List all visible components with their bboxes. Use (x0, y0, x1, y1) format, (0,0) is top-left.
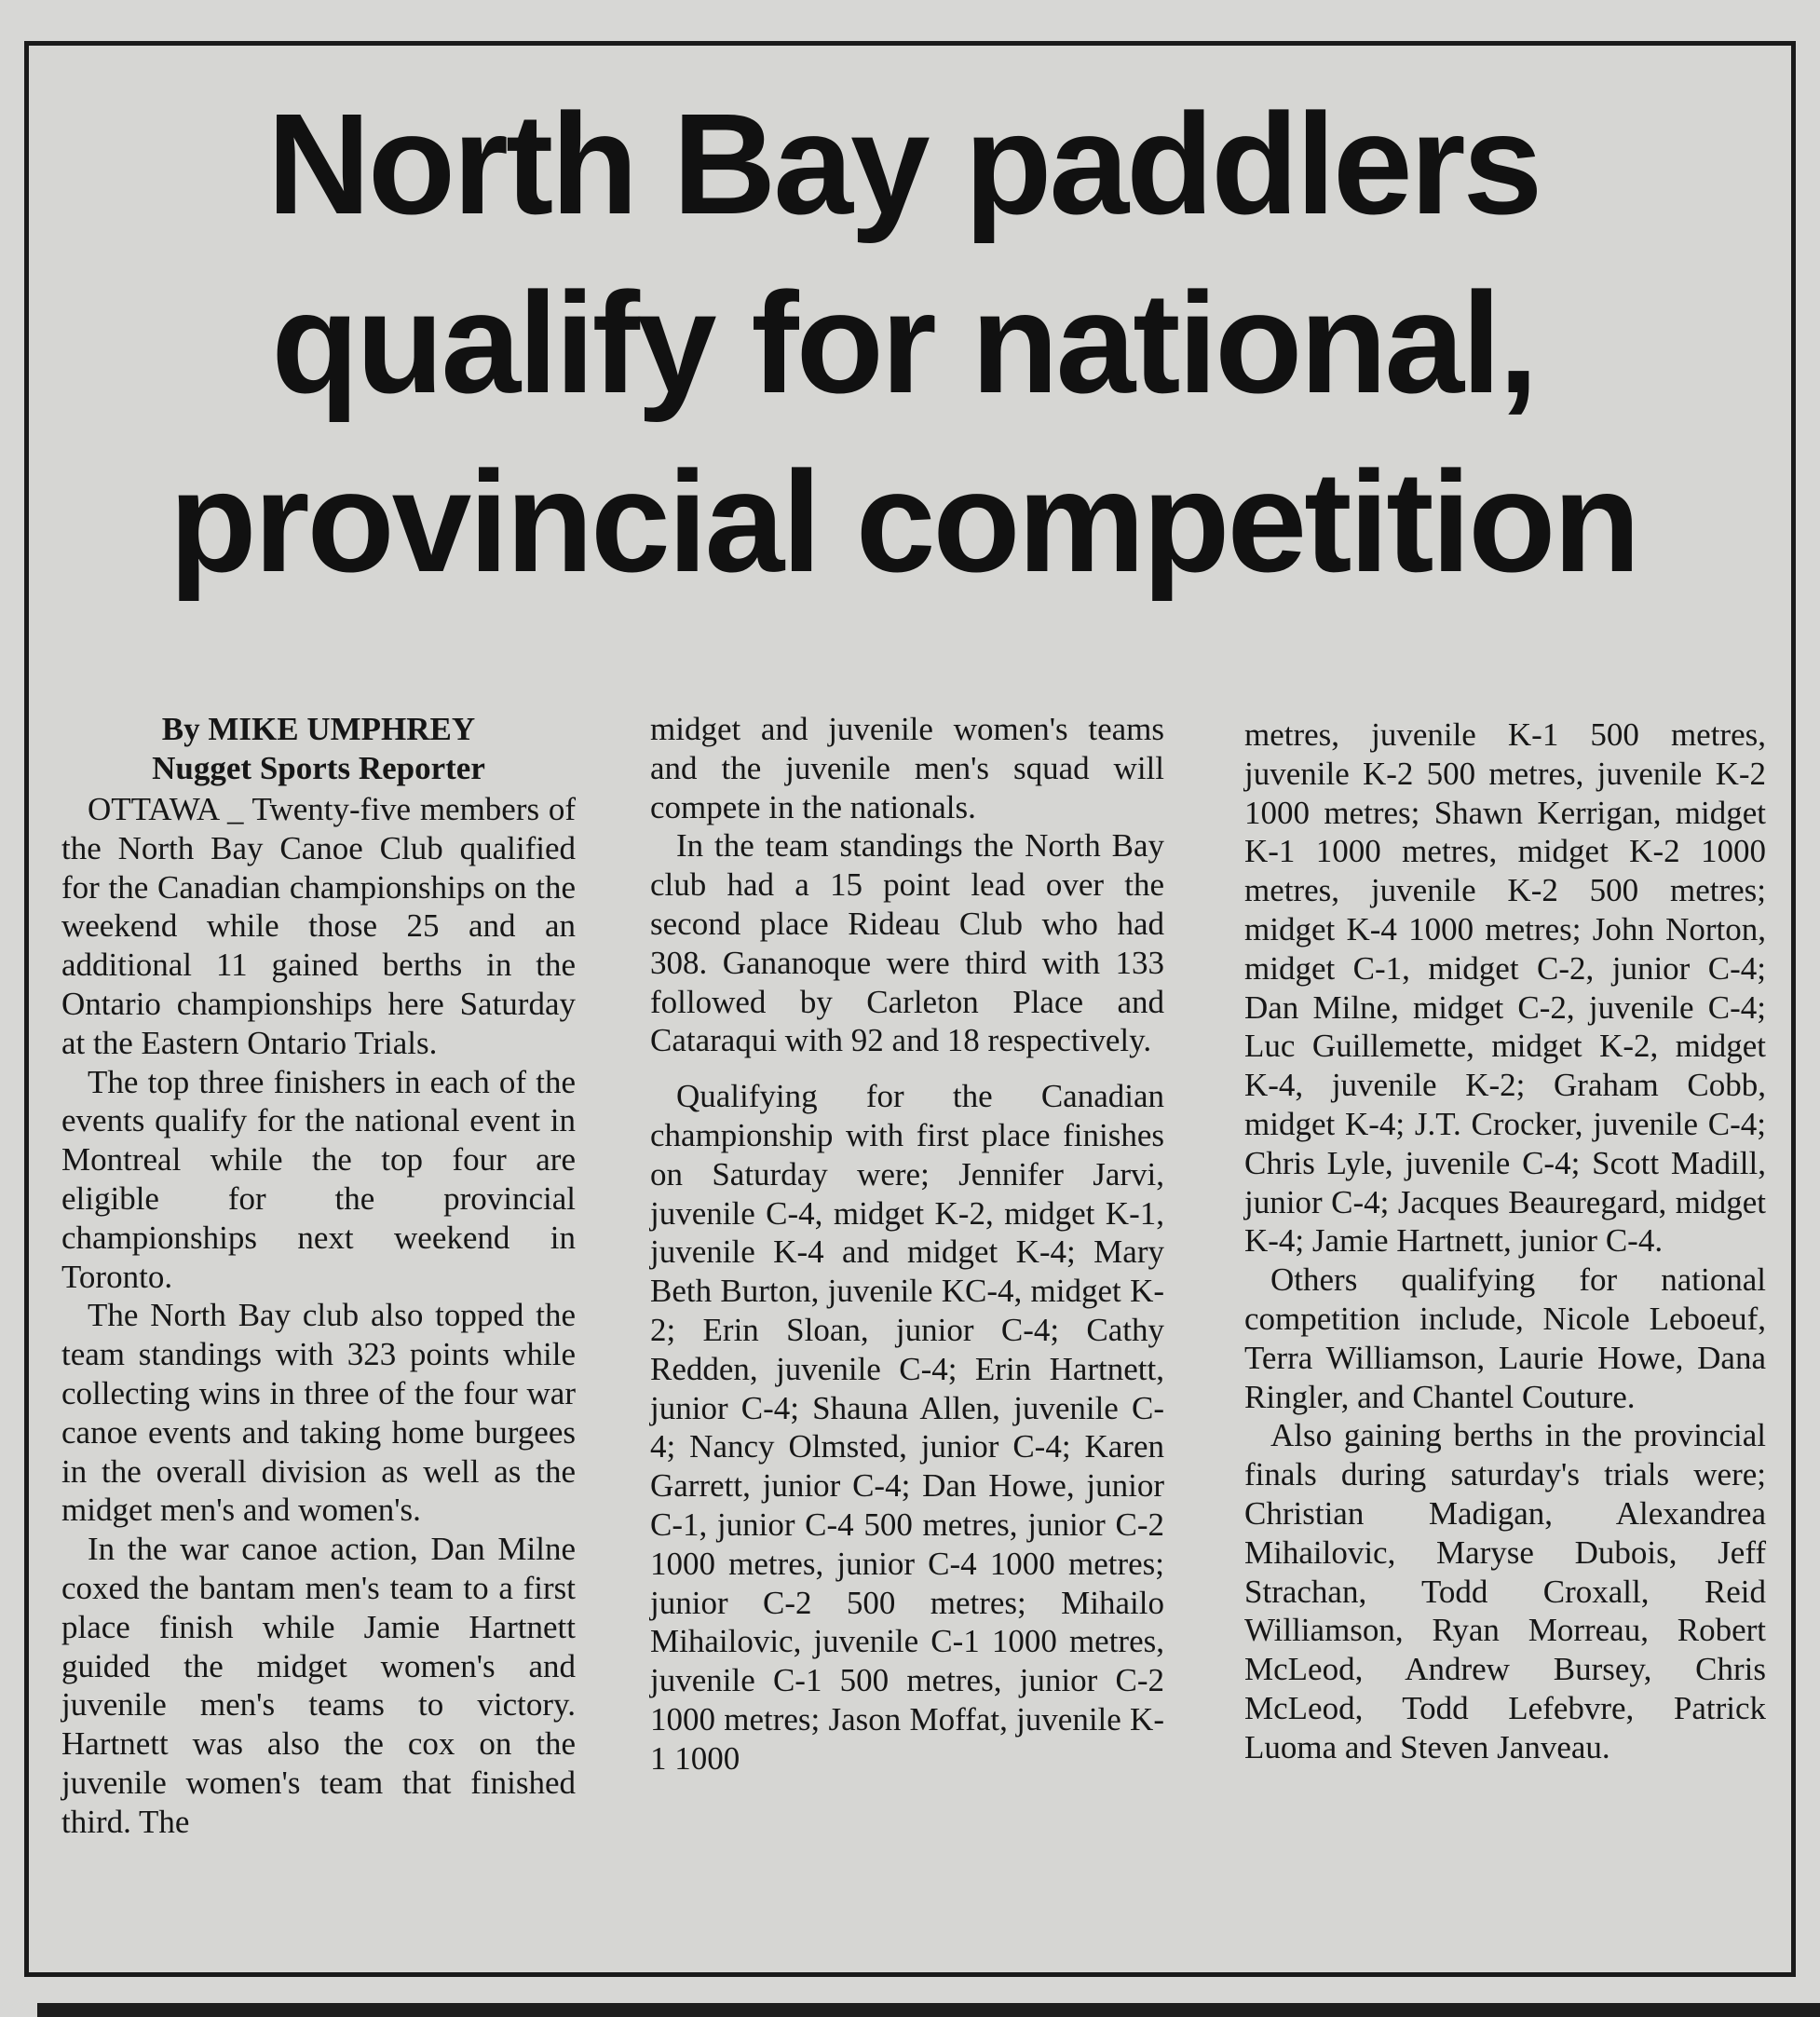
paragraph-continuation: metres, juvenile K-1 500 metres, juvenile K-2 500 metres, juvenile K-2 1000 metres; Shawn Kerrigan, midget K-1 1000 metres, midget K-2 1000 metres, juvenile K-2 500 metres; midget K-4 1000 metres; John Norton, midget C-1, midget C-2, junior C-4; Dan Milne, midget C-2, juvenile C-4; Luc Guillemette, midget K-2, midget K-4, juvenile K-2; Graham Cobb, midget K-4; J.T. Crocker, juvenile C-4; Chris Lyle, juvenile C-4; Scott Madill, junior C-4; Jacques Beauregard, midget K-4; Jamie Hartnett, junior C-4. (1244, 716, 1766, 1260)
byline-author: By MIKE UMPHREY (161, 711, 476, 747)
article-column-1 (61, 710, 576, 1842)
paragraph: In the war canoe action, Dan Milne coxed the bantam men's team to a first place finish while Jamie Hartnett guided the midget women's and juvenile men's teams to victory. Hartnett was also the cox on the juvenile women's team that finished third. The (61, 1531, 576, 1840)
article-column-3 (1244, 715, 1766, 1767)
headline-line-2: qualify for national, (271, 263, 1536, 423)
paragraph-gap (650, 1060, 1164, 1077)
article-column-2 (650, 710, 1164, 1779)
byline-role: Nugget Sports Reporter (152, 750, 485, 786)
headline (37, 75, 1770, 611)
paragraph: Qualifying for the Canadian championship with first place finishes on Saturday were; Jennifer Jarvi, juvenile C-4, midget K-2, midget K-1, juvenile K-4 and midget K-4; Mary Beth Burton, juvenile KC-4, midget K-2; Erin Sloan, junior C-4; Cathy Redden, juvenile C-4; Erin Hartnett, junior C-4; Shauna Allen, juvenile C-4; Nancy Olmsted, junior C-4; Karen Garrett, junior C-4; Dan Howe, junior C-1, junior C-4 500 metres, junior C-2 1000 metres, junior C-4 1000 metres; junior C-2 500 metres; Mihailo Mihailovic, juvenile C-1 1000 metres, juvenile C-1 500 metres, junior C-2 1000 metres; Jason Moffat, juvenile K-1 1000 (650, 1078, 1164, 1777)
paragraph: In the team standings the North Bay club had a 15 point lead over the second place Rideau Club who had 308. Gananoque were third with 133 followed by Carleton Place and Cataraqui with 92 and 18 respectively. (650, 827, 1164, 1059)
bottom-rule (37, 2003, 1820, 2017)
paragraph: Others qualifying for national competition include, Nicole Leboeuf, Terra Williamson, Laurie Howe, Dana Ringler, and Chantel Couture. (1244, 1261, 1766, 1415)
paragraph: Also gaining berths in the provincial finals during saturday's trials were; Christian Madigan, Alexandrea Mihailovic, Maryse Dubois, Jeff Strachan, Todd Croxall, Reid Williamson, Ryan Morreau, Robert McLeod, Andrew Bursey, Chris McLeod, Todd Lefebvre, Patrick Luoma and Steven Janveau. (1244, 1417, 1766, 1765)
headline-line-1: North Bay paddlers (266, 84, 1541, 244)
paragraph: OTTAWA _ Twenty-five members of the North Bay Canoe Club qualified for the Canadian championships on the weekend while those 25 and an additional 11 gained berths in the Ontario championships here Saturday at the Eastern Ontario Trials. (61, 791, 576, 1061)
headline-line-3: provincial competition (169, 442, 1638, 602)
byline (61, 710, 576, 788)
paragraph: The top three finishers in each of the events qualify for the national event in Montreal while the top four are eligible for the provincial championships next weekend in Toronto. (61, 1063, 576, 1295)
paragraph-continuation: midget and juvenile women's teams and the juvenile men's squad will compete in the nationals. (650, 711, 1164, 825)
paragraph: The North Bay club also topped the team standings with 323 points while collecting wins in three of the four war canoe events and taking home burgees in the overall division as well as the midget men's and women's. (61, 1297, 576, 1529)
